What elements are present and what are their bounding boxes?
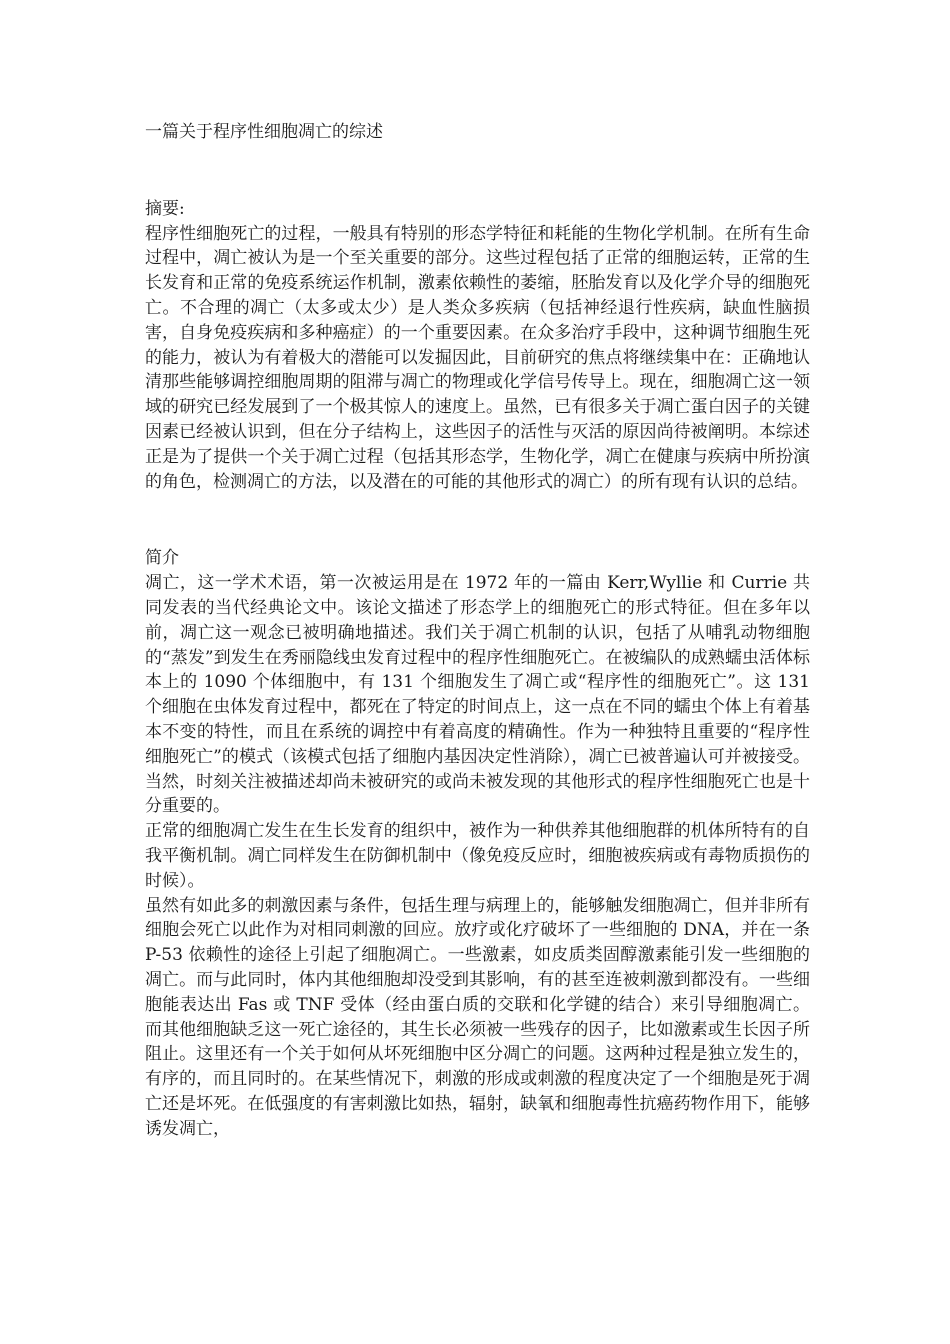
document-page (145, 120, 810, 1141)
introduction-heading: 简介 (145, 548, 179, 569)
introduction-paragraph: 正常的细胞凋亡发生在生长发育的组织中，被作为一种供养其他细胞群的机体所特有的自我平衡机制。凋亡同样发生在防御机制中（像免疫反应时，细胞被疾病或有毒物质损伤的时候）。 (145, 821, 810, 891)
spacer (145, 145, 810, 197)
document-title: 一篇关于程序性细胞凋亡的综述 (145, 122, 383, 142)
spacer (145, 494, 810, 546)
abstract-paragraph: 程序性细胞死亡的过程，一般具有特别的形态学特征和耗能的生物化学机制。在所有生命过程中，凋亡被认为是一个至关重要的部分。这些过程包括了正常的细胞运转，正常的生长发育和正常的免疫系统运作机制，激素依赖性的萎缩，胚胎发育以及化学介导的细胞死亡。不合理的凋亡（太多或太少）是人类众多疾病（包括神经退行性疾病，缺血性脑损害，自身免疫疾病和多种癌症）的一个重要因素。在众多治疗手段中，这种调节细胞生死的能力，被认为有着极大的潜能可以发掘因此，目前研究的焦点将继续集中在：正确地认清那些能够调控细胞周期的阻滞与凋亡的物理或化学信号传导上。现在，细胞凋亡这一领域的研究已经发展到了一个极其惊人的速度上。虽然，已有很多关于凋亡蛋白因子的关键因素已经被认识到，但在分子结构上，这些因子的活性与灭活的原因尚待被阐明。本综述正是为了提供一个关于凋亡过程（包括其形态学，生物化学，凋亡在健康与疾病中所扮演的角色，检测凋亡的方法，以及潜在的可能的其他形式的凋亡）的所有现有认识的总结。 (145, 223, 810, 492)
introduction-paragraph: 凋亡，这一学术术语，第一次被运用是在 1972 年的一篇由 Kerr,Wyllie 和 Currie 共同发表的当代经典论文中。该论文描述了形态学上的细胞死亡的形式特征。但在多年以前，凋亡这一观念已被明确地描述。我们关于凋亡机制的认识，包括了从哺乳动物细胞的“蒸发”到发生在秀丽隐线虫发育过程中的程序性细胞死亡。在被编队的成熟蠕虫活体标本上的 1090 个体细胞中，有 131 个细胞发生了凋亡或“程序性的细胞死亡”。这 131 个细胞在虫体发育过程中，都死在了特定的时间点上，这一点在不同的蠕虫个体上有着基本不变的特性，而且在系统的调控中有着高度的精确性。作为一种独特且重要的“程序性细胞死亡”的模式（该模式包括了细胞内基因决定性消除），凋亡已被普遍认可并被接受。当然，时刻关注被描述却尚未被研究的或尚未被发现的其他形式的程序性细胞死亡也是十分重要的。 (145, 573, 810, 817)
introduction-paragraph: 虽然有如此多的刺激因素与条件，包括生理与病理上的，能够触发细胞凋亡，但并非所有细胞会死亡以此作为对相同刺激的回应。放疗或化疗破坏了一些细胞的 DNA，并在一条 P-53 依赖性的途径上引起了细胞凋亡。一些激素，如皮质类固醇激素能引发一些细胞的凋亡。而与此同时，体内其他细胞却没受到其影响，有的甚至连被刺激到都没有。一些细胞能表达出 Fas 或 TNF 受体（经由蛋白质的交联和化学键的结合）来引导细胞凋亡。而其他细胞缺乏这一死亡途径的，其生长必须被一些残存的因子，比如激素或生长因子所阻止。这里还有一个关于如何从坏死细胞中区分凋亡的问题。这两种过程是独立发生的，有序的，而且同时的。在某些情况下，刺激的形成或刺激的程度决定了一个细胞是死于凋亡还是坏死。在低强度的有害刺激比如热，辐射，缺氧和细胞毒性抗癌药物作用下，能够诱发凋亡， (145, 895, 810, 1139)
introduction-section (145, 546, 810, 1141)
abstract-section (145, 197, 810, 495)
abstract-heading: 摘要: (145, 198, 185, 219)
